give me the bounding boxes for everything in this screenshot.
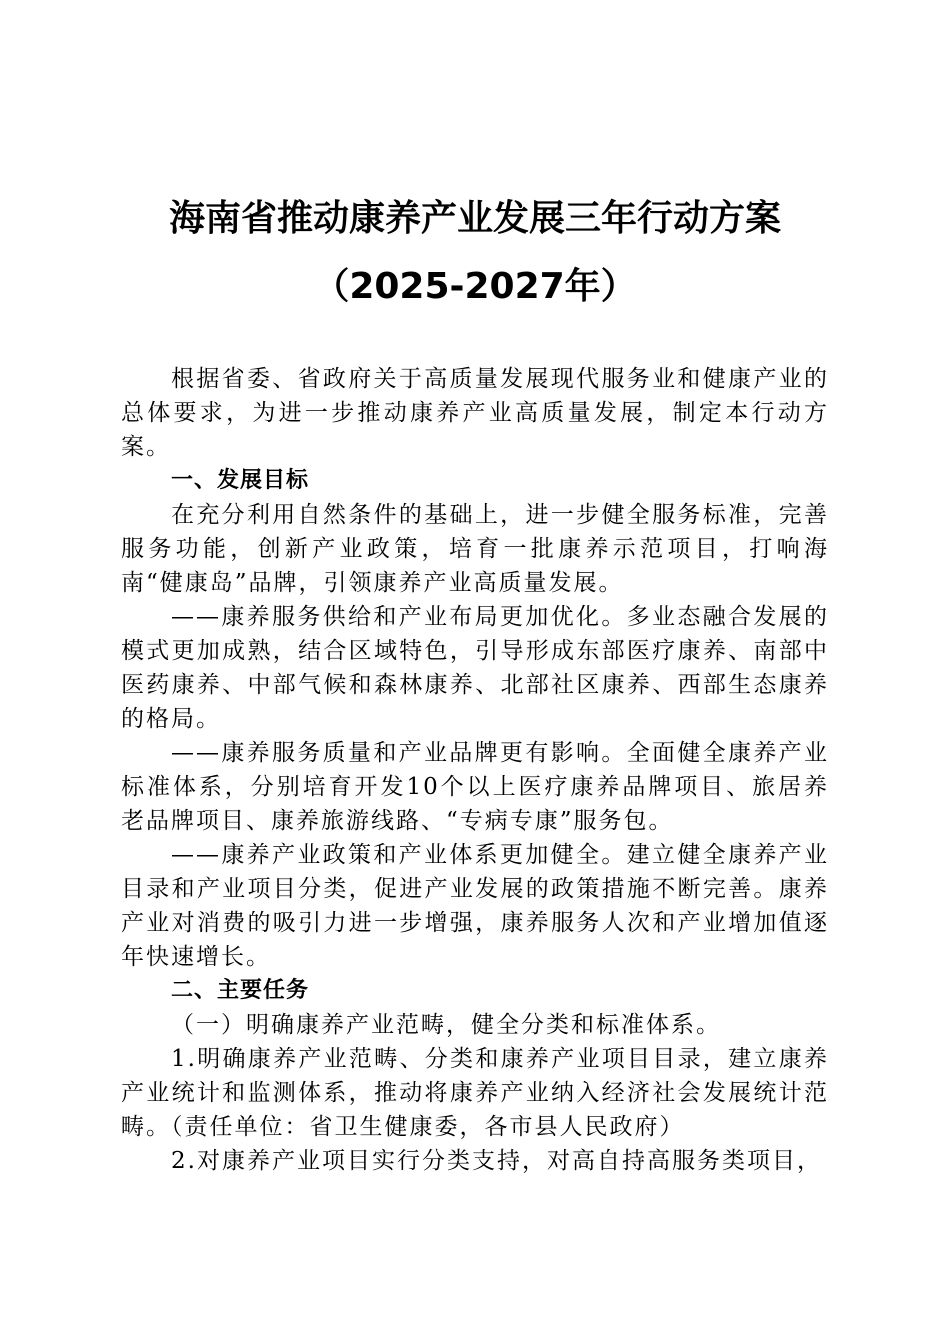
goals-paragraph: 在充分利用自然条件的基础上，进一步健全服务标准，完善服务功能，创新产业政策，培育一批康养示范项目，打响海南“健康岛”品牌，引领康养产业高质量发展。 — [121, 502, 829, 596]
section-heading-tasks: 二、主要任务 — [171, 978, 310, 1003]
goals-paragraph: ——康养服务质量和产业品牌更有影响。全面健全康养产业标准体系，分别培育开发10个以上医疗康养品牌项目、旅居养老品牌项目、康养旅游线路、“专病专康”服务包。 — [121, 740, 829, 834]
section-heading-goals: 一、发展目标 — [171, 468, 310, 493]
goals-paragraph: ——康养服务供给和产业布局更加优化。多业态融合发展的模式更加成熟，结合区域特色，引导形成东部医疗康养、南部中医药康养、中部气候和森林康养、北部社区康养、西部生态康养的格局。 — [121, 604, 829, 732]
goals-paragraph: ——康养产业政策和产业体系更加健全。建立健全康养产业目录和产业项目分类，促进产业发展的政策措施不断完善。康养产业对消费的吸引力进一步增强，康养服务人次和产业增加值逐年快速增长。 — [121, 842, 829, 970]
intro-paragraph: 根据省委、省政府关于高质量发展现代服务业和健康产业的总体要求，为进一步推动康养产业高质量发展，制定本行动方案。 — [121, 366, 829, 460]
document-subtitle: （2025-2027年） — [313, 266, 637, 307]
task-paragraph: 2.对康养产业项目实行分类支持，对高自持高服务类项目， — [171, 1148, 822, 1174]
task-subheading: （一）明确康养产业范畴，健全分类和标准体系。 — [171, 1012, 721, 1038]
document-body — [121, 362, 829, 1178]
task-paragraph: 1.明确康养产业范畴、分类和康养产业项目目录，建立康养产业统计和监测体系，推动将康养产业纳入经济社会发展统计范畴。（责任单位：省卫生健康委，各市县人民政府） — [121, 1046, 829, 1140]
document-title: 海南省推动康养产业发展三年行动方案 — [168, 198, 781, 239]
